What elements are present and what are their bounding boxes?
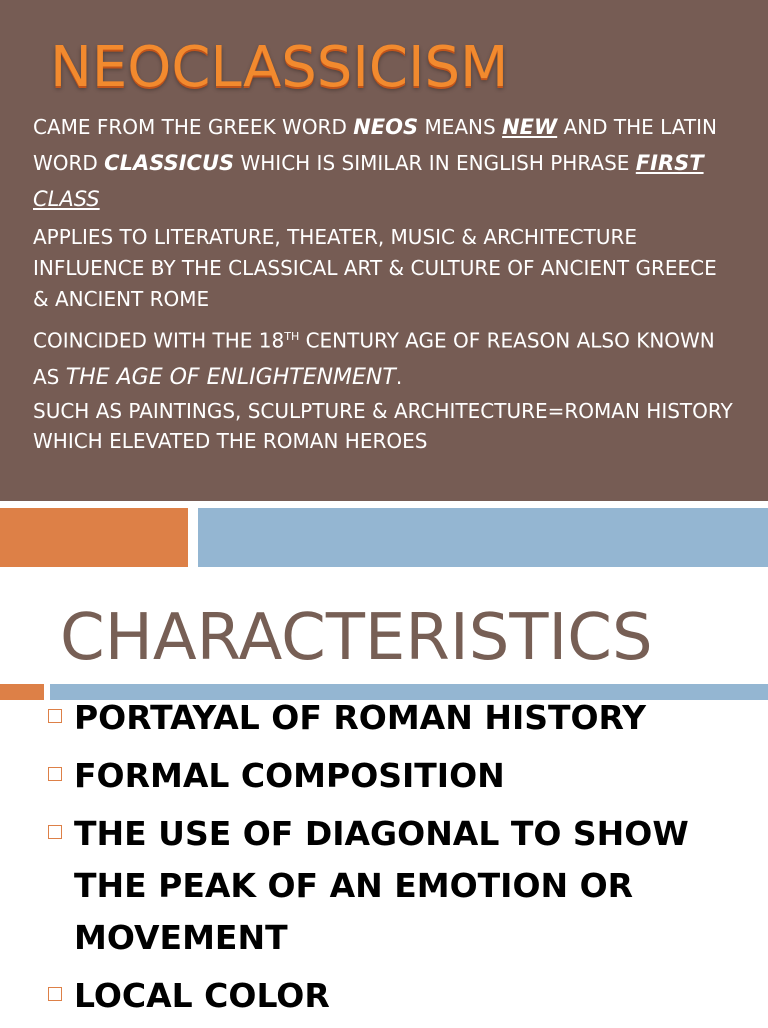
accent-bar-orange <box>0 508 188 567</box>
list-item <box>44 692 764 744</box>
title-underline-orange <box>0 684 44 700</box>
paragraph-applies: APPLIES TO LITERATURE, THEATER, MUSIC & ARCHITECTURE INFLUENCE BY THE CLASSICAL ART & CULTURE OF ANCIENT GREECE & ANCIENT ROME <box>33 225 717 311</box>
emphasis-class: CLASS <box>33 187 100 211</box>
emphasis-enlightenment: THE AGE OF ENLIGHTENMENT <box>65 364 396 390</box>
paragraph-coincided <box>33 319 733 396</box>
section-title: CHARACTERISTICS <box>60 601 653 675</box>
emphasis-new: NEW <box>502 115 558 139</box>
list-item-text: PORTAYAL OF ROMAN HISTORY <box>74 698 647 737</box>
slide-neoclassicism <box>0 0 768 501</box>
list-item <box>44 808 764 964</box>
text-span: MEANS <box>418 115 503 139</box>
list-item-text: FORMAL COMPOSITION <box>74 756 505 795</box>
text-span: CENTURY AGE OF REASON ALSO KNOWN AS <box>33 328 715 389</box>
paragraph-origin <box>33 109 733 217</box>
accent-bar-blue <box>198 508 768 567</box>
text-span: AND THE LATIN WORD <box>33 115 717 175</box>
slide-title: NEOCLASSICISM <box>50 35 509 100</box>
text-span: COINCIDED WITH THE 18 <box>33 328 285 353</box>
superscript: TH <box>284 330 300 343</box>
emphasis-neos: NEOS <box>353 115 419 139</box>
list-item <box>44 970 764 1022</box>
square-bullet-icon <box>48 709 62 723</box>
text-span: . <box>395 364 403 389</box>
emphasis-classicus: CLASSICUS <box>104 151 235 175</box>
paragraph-such-as: SUCH AS PAINTINGS, SCULPTURE & ARCHITECTURE=ROMAN HISTORY WHICH ELEVATED THE ROMAN HEROES <box>33 399 733 453</box>
text-span: CAME FROM THE GREEK WORD <box>33 115 354 139</box>
emphasis-first: FIRST <box>635 151 704 175</box>
square-bullet-icon <box>48 987 62 1001</box>
list-item <box>44 750 764 802</box>
text-span: WHICH IS SIMILAR IN ENGLISH PHRASE <box>234 151 636 175</box>
square-bullet-icon <box>48 825 62 839</box>
list-item-text: LOCAL COLOR <box>74 976 330 1015</box>
characteristics-list <box>44 692 764 1028</box>
square-bullet-icon <box>48 767 62 781</box>
list-item-text: THE USE OF DIAGONAL TO SHOW THE PEAK OF AN EMOTION OR MOVEMENT <box>74 814 689 957</box>
